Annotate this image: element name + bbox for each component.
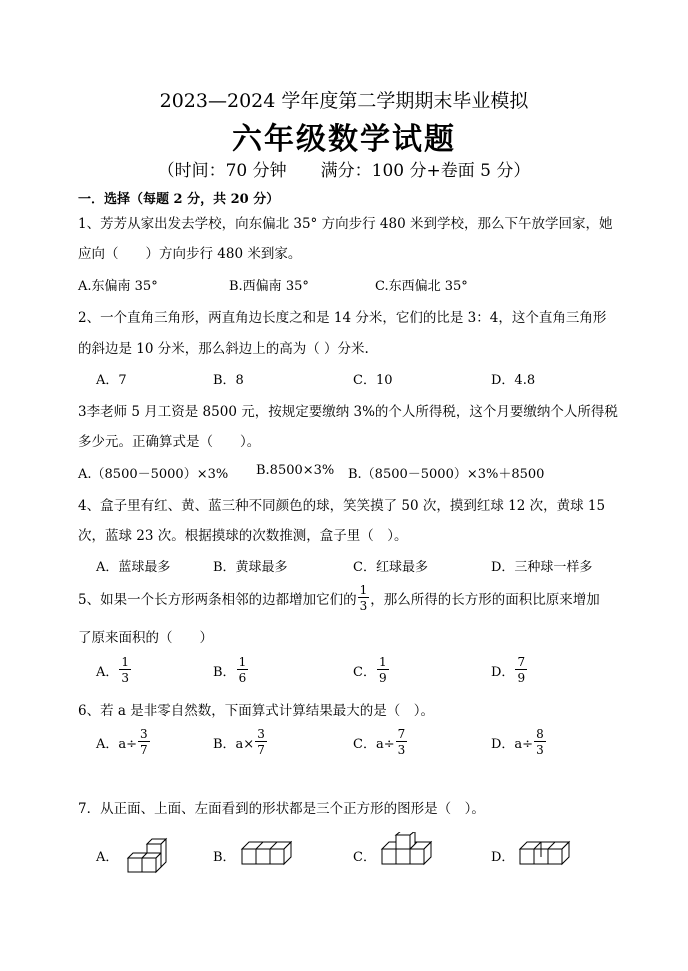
frac-numerator: 8	[536, 727, 544, 741]
q7-option-b-figure	[240, 838, 292, 868]
q3-line1: 3李老师 5 月工资是 8500 元，按规定要缴纳 3%的个人所得税，这个月要缴纳个人所得税	[78, 404, 618, 420]
q4-option-c: C．红球最多	[353, 560, 428, 575]
q2-line1: 2、一个直角三角形，两直角边长度之和是 14 分米，它们的比是 3：4，这个直角三角形	[78, 310, 607, 326]
option-fraction	[255, 728, 267, 756]
q7-option-a-label: A．	[96, 850, 119, 865]
q1-line2: 应向（ ）方向步行 480 米到家。	[78, 246, 302, 262]
frac-numerator: 1	[121, 655, 130, 669]
option-label: B．	[213, 664, 236, 680]
q4-option-a: A．蓝球最多	[96, 560, 171, 575]
q4-option-b: B．黄球最多	[213, 560, 288, 575]
q7-option-a-figure	[126, 836, 174, 876]
frac-numerator: 1	[238, 655, 247, 669]
option-fraction	[396, 728, 408, 756]
q6-option-b	[213, 728, 268, 756]
frac-denominator: 3	[536, 743, 544, 757]
q1-option-b: B.西偏南 35°	[229, 279, 309, 294]
q3-option-c: B.（8500－5000）×3%＋8500	[348, 467, 545, 482]
q5-option-b	[213, 656, 249, 684]
q7-option-c-label: C．	[353, 850, 376, 865]
q5-option-d	[491, 656, 528, 684]
q4-line2: 次，蓝球 23 次。根据摸球的次数推测，盒子里（ ）。	[78, 528, 408, 544]
q5-option-a	[96, 656, 132, 684]
q2-option-c: C．10	[353, 373, 393, 388]
frac-denominator: 9	[378, 671, 387, 685]
q5-fraction	[358, 584, 370, 612]
q3-option-a: A.（8500－5000）×3%	[78, 467, 229, 482]
frac-denominator: 7	[140, 743, 148, 757]
exam-time: （时间：70 分钟	[157, 161, 287, 181]
q2-option-d: D．4.8	[491, 373, 536, 388]
section-heading: 一．选择（每题 2 分，共 20 分）	[78, 192, 280, 207]
frac-denominator: 3	[359, 599, 368, 613]
q7-option-d-label: D．	[491, 850, 515, 865]
q1-line1: 1、芳芳从家出发去学校，向东偏北 35° 方向步行 480 米到学校，那么下午放学回家，她	[78, 216, 613, 232]
q1-option-a: A.东偏南 35°	[78, 279, 158, 294]
q5-option-c	[353, 656, 390, 684]
q5-line1-text-b: ，那么所得的长方形的面积比原来增加	[370, 592, 600, 608]
option-label: A．a÷	[96, 736, 138, 752]
frac-denominator: 3	[397, 743, 406, 757]
q2-line2: 的斜边是 10 分米，那么斜边上的高为（ ）分米.	[78, 341, 369, 357]
q6-option-d	[491, 728, 547, 756]
option-label: C．a÷	[353, 736, 395, 752]
q7-option-b-label: B．	[213, 850, 236, 865]
option-fraction	[138, 728, 150, 756]
option-fraction	[534, 728, 546, 756]
q3-line2: 多少元。正确算式是（ ）。	[78, 434, 261, 450]
option-label: C．	[353, 664, 376, 680]
exam-info	[0, 156, 688, 181]
option-label: D．	[491, 664, 515, 680]
q2-option-a: A．7	[96, 373, 127, 388]
q5-line1-text-a: 5、如果一个长方形两条相邻的边都增加它们的	[78, 592, 357, 608]
option-fraction	[119, 656, 131, 684]
q1-option-c: C.东西偏北 35°	[375, 279, 468, 294]
q5-line2: 了原来面积的（ ）	[78, 630, 213, 646]
exam-score: 满分：100 分+卷面 5 分）	[320, 161, 531, 181]
q6-line1: 6、若 a 是非零自然数，下面算式计算结果最大的是（ ）。	[78, 703, 434, 719]
q4-option-d: D．三种球一样多	[491, 560, 593, 575]
exam-term: 2023—2024 学年度第二学期期末毕业模拟	[159, 90, 529, 112]
q3-option-b: B.8500×3%	[256, 463, 335, 478]
option-fraction	[237, 656, 249, 684]
option-label: D．a÷	[491, 736, 534, 752]
q7-option-d-figure	[518, 838, 576, 868]
q2-option-b: B．8	[213, 373, 244, 388]
frac-numerator: 3	[140, 727, 148, 741]
q4-line1: 4、盒子里有红、黄、蓝三种不同颜色的球，笑笑摸了 50 次，摸到红球 12 次，黄球 15	[78, 498, 606, 514]
q6-option-a	[96, 728, 151, 756]
frac-denominator: 7	[257, 743, 265, 757]
frac-numerator: 7	[517, 655, 526, 669]
q7-line1: 7．从正面、上面、左面看到的形状都是三个正方形的图形是（ ）。	[78, 801, 485, 817]
frac-numerator: 1	[359, 583, 368, 597]
frac-numerator: 7	[397, 727, 406, 741]
frac-numerator: 3	[257, 727, 265, 741]
q7-option-c-figure	[380, 832, 438, 868]
exam-title: 六年级数学试题	[232, 122, 456, 157]
q6-option-c	[353, 728, 408, 756]
option-fraction	[515, 656, 527, 684]
frac-denominator: 6	[238, 671, 247, 685]
option-fraction	[377, 656, 389, 684]
option-label: B．a×	[213, 736, 255, 752]
frac-numerator: 1	[378, 655, 387, 669]
frac-denominator: 9	[517, 671, 526, 685]
q5-line1	[78, 584, 600, 612]
option-label: A．	[96, 664, 119, 680]
frac-denominator: 3	[121, 671, 130, 685]
